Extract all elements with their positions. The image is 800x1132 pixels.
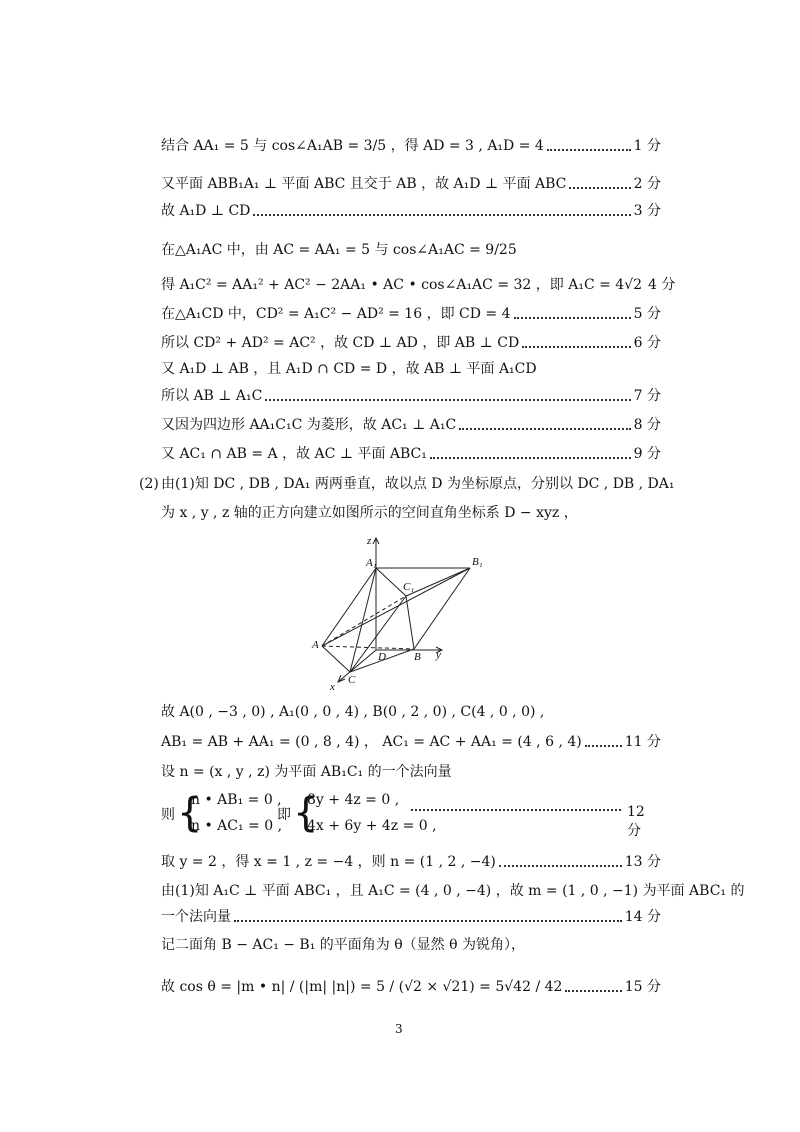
system-row-1: n • AB₁ = 0 ,: [191, 792, 282, 808]
line-7: 所以 CD² + AD² = AC² ，故 CD ⊥ AD ，即 AB ⊥ CD 6 分: [161, 335, 661, 351]
label-B: B: [414, 651, 421, 663]
line-15: AB₁ = AB + AA₁ = (0 , 8 , 4) ， AC₁ = AC + AA₁ = (4 , 6 , 4) 11 分: [161, 734, 661, 750]
label-y: y: [436, 649, 441, 661]
line-16: 设 n = (x , y , z) 为平面 AB₁C₁ 的一个法向量: [161, 764, 452, 780]
part-2-label: (2): [139, 476, 159, 492]
label-z: z: [367, 535, 372, 547]
line-20: 一个法向量 14 分: [161, 909, 661, 925]
left-brace-1: {: [177, 790, 203, 836]
system-row-4: 4x + 6y + 4z = 0 ,: [307, 818, 437, 834]
line-3: 故 A₁D ⊥ CD 3 分: [161, 203, 661, 219]
coordinate-figure: [310, 532, 500, 697]
page-number: 3: [395, 1022, 403, 1036]
line-19: 由(1)知 A₁C ⊥ 平面 ABC₁ ，且 A₁C = (4 , 0 , −4) ，故 m = (1 , 0 , −1) 为平面 ABC₁ 的: [161, 883, 745, 899]
system-dots: [411, 809, 621, 811]
label-C1: C₁: [403, 581, 415, 593]
line-11: 又 AC₁ ∩ AB = A ，故 AC ⊥ 平面 ABC₁ 9 分: [161, 446, 661, 462]
line-18: 取 y = 2 ，得 x = 1 , z = −4 ，则 n = (1 , 2 , −4) 13 分: [161, 854, 661, 870]
label-A: A: [312, 639, 319, 651]
left-brace-2: {: [293, 790, 319, 836]
label-D: D: [378, 651, 386, 663]
label-B1: B₁: [472, 556, 483, 568]
line-1: 结合 AA₁ = 5 与 cos∠A₁AB = 3/5 ，得 AD = 3 , A₁D = 4 1 分: [161, 138, 661, 154]
system-row-3: 8y + 4z = 0 ,: [307, 792, 400, 808]
line-12: 由(1)知 DC , DB , DA₁ 两两垂直，故以点 D 为坐标原点，分别以 DC , DB , DA₁: [161, 476, 675, 492]
line-4: 在△A₁AC 中，由 AC = AA₁ = 5 与 cos∠A₁AC = 9/25: [161, 242, 517, 258]
system-row-2: n • AC₁ = 0 ,: [191, 818, 283, 834]
system-score: 12 分: [627, 804, 645, 839]
line-13: 为 x , y , z 轴的正方向建立如图所示的空间直角坐标系 D − xyz ，: [161, 505, 578, 521]
line-10: 又因为四边形 AA₁C₁C 为菱形，故 AC₁ ⊥ A₁C 8 分: [161, 417, 661, 433]
equation-system: [161, 789, 661, 841]
label-A1: A₁: [366, 557, 377, 569]
line-21: 记二面角 B − AC₁ − B₁ 的平面角为 θ（显然 θ 为锐角），: [161, 937, 525, 953]
line-6: 在△A₁CD 中，CD² = A₁C² − AD² = 16 ，即 CD = 4 5 分: [161, 306, 661, 322]
line-2: 又平面 ABB₁A₁ ⊥ 平面 ABC 且交于 AB ，故 A₁D ⊥ 平面 ABC 2 分: [161, 176, 661, 192]
label-C: C: [348, 674, 356, 686]
system-prefix: 则: [161, 807, 175, 823]
line-8: 又 A₁D ⊥ AB ，且 A₁D ∩ CD = D ，故 AB ⊥ 平面 A₁CD: [161, 361, 537, 377]
system-mid: 即: [277, 807, 291, 823]
line-14: 故 A(0 , −3 , 0) , A₁(0 , 0 , 4) , B(0 , 2 , 0) , C(4 , 0 , 0) ,: [161, 704, 545, 720]
line-9: 所以 AB ⊥ A₁C 7 分: [161, 388, 661, 404]
label-x: x: [330, 681, 335, 693]
line-22: 故 cos θ = |m • n| / (|m| |n|) = 5 / (√2 × √21) = 5√42 / 42 15 分: [161, 979, 661, 995]
line-5: 得 A₁C² = AA₁² + AC² − 2AA₁ • AC • cos∠A₁AC = 32 ，即 A₁C = 4√2 4 分: [161, 277, 676, 293]
